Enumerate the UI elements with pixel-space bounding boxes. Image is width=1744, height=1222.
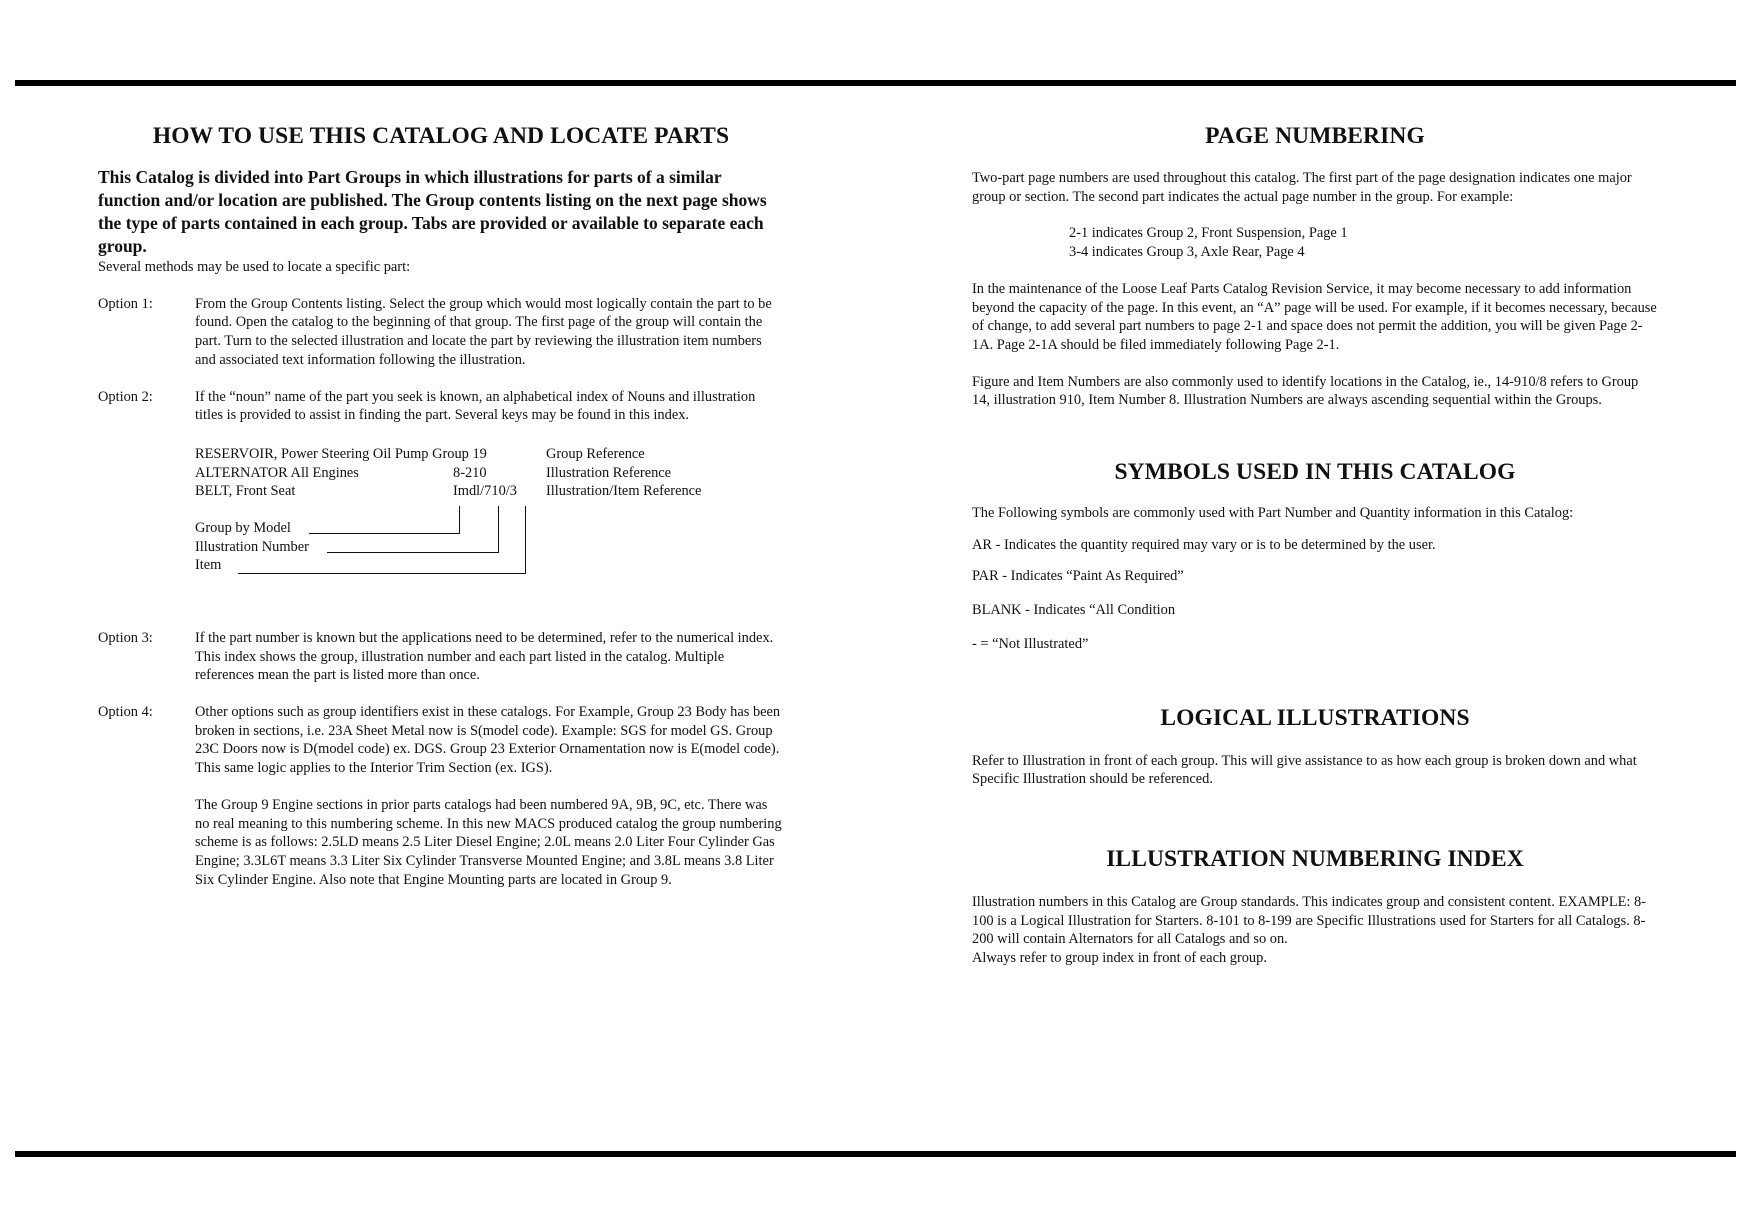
ref-row-ref: Illustration Reference [546,464,672,481]
symbol-item: BLANK - Indicates “All Condition [972,602,1176,619]
connector-line [459,506,460,534]
connector-line [498,506,499,553]
option-text: If the part number is known but the applications need to be determined, refer to the numerical index. This index shows the group, illustration number and each part listed in the catalog. Multiple references mean the part is listed more than once. [195,629,774,684]
left-column [98,118,784,889]
option-3 [98,629,784,685]
option-text: Other options such as group identifiers exist in these catalogs. For Example, Group 23 Body has been broken in sections, i.e. 23A Sheet Metal now is S(model code). Example: SGS for model GS. Group 23C Doors now is D(model code) ex. DGS. Group 23 Exterior Ornamentation now is E(model code). This same logic applies to the Interior Trim Section (ex. IGS). [195,704,781,777]
page-numbering-title: PAGE NUMBERING [1205,123,1425,149]
symbol-item: PAR - Indicates “Paint As Required” [972,568,1184,585]
option-4 [98,703,784,889]
option-label: Option 1: [98,295,153,312]
option-2 [98,388,784,603]
symbol-item: - = “Not Illustrated” [972,635,1089,652]
illustration-index-title: ILLUSTRATION NUMBERING INDEX [1106,845,1524,872]
top-rule [15,80,1736,86]
symbols-title: SYMBOLS USED IN THIS CATALOG [1114,459,1516,486]
right-column [972,118,1658,968]
logical-illustrations-title: LOGICAL ILLUSTRATIONS [1160,704,1470,731]
catalog-intro: This Catalog is divided into Part Groups in which illustrations for parts of a similar function and/or location are published. The Group contents listing on the next page shows the type of parts contained in each group. Tabs are provided or available to separate each group. [98,167,767,256]
catalog-usage-title: HOW TO USE THIS CATALOG AND LOCATE PARTS [152,123,730,149]
illustration-index-text: Illustration numbers in this Catalog are Group standards. This indicates group and consistent content. EXAMPLE: 8-100 is a Logical Illustration for Starters. 8-101 to 8-199 are Specific Illustrations used for Starters for all Catalogs. 8-200 will contain Alternators for all Catalogs and so on. [972,893,1646,948]
page-numbering-p1: Two-part page numbers are used throughout this catalog. The first part of the page designation indicates one major group or section. The second part indicates the actual page number in the group. For example: [972,170,1632,205]
legend-group-by-model: Group by Model [195,519,291,536]
ref-row-name: RESERVOIR, Power Steering Oil Pump Group 19 [195,445,487,462]
connector-line [525,506,526,574]
methods-text: Several methods may be used to locate a specific part: [98,259,411,275]
page-number-example: 2-1 indicates Group 2, Front Suspension, Page 1 [1069,225,1348,242]
legend-item: Item [195,557,222,574]
option-label: Option 3: [98,629,153,646]
option-label: Option 4: [98,704,153,721]
page-number-example: 3-4 indicates Group 3, Axle Rear, Page 4 [1069,244,1305,261]
symbols-intro: The Following symbols are commonly used with Part Number and Quantity information in this Catalog: [972,505,1574,522]
connector-line [327,552,498,553]
ref-row-ref: Illustration/Item Reference [546,483,702,500]
ref-row-name: BELT, Front Seat [195,483,296,500]
logical-illustrations-text: Refer to Illustration in front of each group. This will give assistance to as how each group is broken down and what Specific Illustration should be referenced. [972,752,1637,788]
connector-line [238,573,525,574]
illustration-index-text-2: Always refer to group index in front of each group. [972,950,1267,967]
connector-line [309,533,459,534]
legend-illustration-number: Illustration Number [195,538,309,555]
bottom-rule [15,1151,1736,1157]
ref-row-name: ALTERNATOR All Engines [195,464,359,481]
page-numbering-p2: In the maintenance of the Loose Leaf Parts Catalog Revision Service, it may become necessary to add information beyond the capacity of the page. In this event, an “A” page will be used. For example, if it becomes necessary, because of change, to add several part numbers to page 2-1 and space does not permit the addition, you will be given Page 2-1A. Page 2-1A should be filed immediately following Page 2-1. [972,280,1657,353]
option-text: From the Group Contents listing. Select the group which would most logically contain the part to be found. Open the catalog to the beginning of that group. The first page of the group will contain the part. Turn to the selected illustration and locate the part by reviewing the illustration item numbers and associated text information following the illustration. [195,295,772,368]
option-text: If the “noun” name of the part you seek is known, an alphabetical index of Nouns and illustration titles is provided to assist in finding the part. Several keys may be found in this index. [195,388,756,424]
option-label: Option 2: [98,388,153,405]
ref-row-ref: Group Reference [546,445,645,462]
ref-row-code: Imdl/710/3 [453,483,517,500]
ref-row-code: 8-210 [453,464,487,481]
page-numbering-examples [972,224,1658,261]
page-numbering-p3: Figure and Item Numbers are also commonly used to identify locations in the Catalog, ie., 14-910/8 refers to Group 14, illustration 910, Item Number 8. Illustration Numbers are always ascending sequential within the Groups. [972,373,1639,409]
option-text-engine-groups: The Group 9 Engine sections in prior parts catalogs had been numbered 9A, 9B, 9C, etc. There was no real meaning to this numbering scheme. In this new MACS produced catalog the group numbering scheme is as follows: 2.5LD means 2.5 Liter Diesel Engine; 2.0L means 2.0 Liter Four Cylinder Gas Engine; 3.3L6T means 3.3 Liter Six Cylinder Transverse Mounted Engine; and 3.8L means 3.8 Liter Six Cylinder Engine. Also note that Engine Mounting parts are located in Group 9. [195,796,782,888]
option-1 [98,295,784,370]
symbol-item: AR - Indicates the quantity required may vary or is to be determined by the user. [972,536,1436,553]
reference-key-table [195,445,784,603]
